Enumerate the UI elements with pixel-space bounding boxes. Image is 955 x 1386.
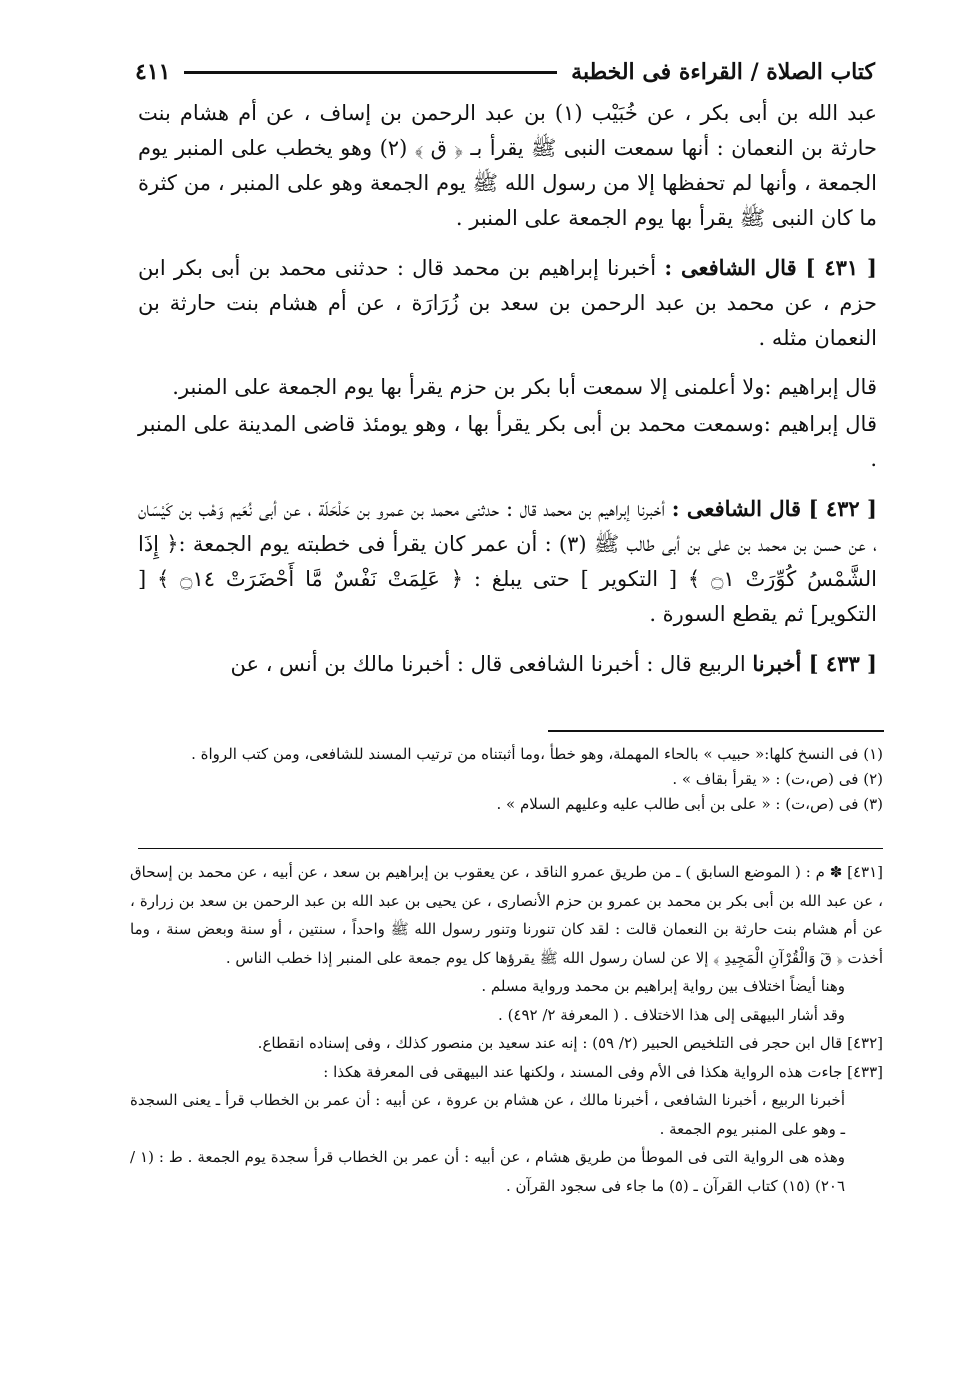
takhrij-notes (130, 858, 883, 1200)
hadith-text-432: أخبرنا إبراهيم بن محمد قال : حدثنى محمد بن عمرو بن حَلْحَلَة ، عن أبى نُعَيم وَهْب بن كَيْسَان ، عن حسن بن محمد بن على بن أبى طالب ﷺ (٣) : أن عمر كان يقرأ فى خطبته يوم الجمعة :﴿ إِذَا الشَّمْسُ كُوِّرَتْ ۝١ ﴾ [ التكوير ] حتى يبلغ : ﴿ عَلِمَتْ نَفْسٌ مَّا أَحْضَرَتْ ۝١٤ ﴾ [ التكوير] ثم يقطع السورة . (138, 497, 877, 626)
footnote-rule (548, 730, 884, 732)
page-header (135, 52, 875, 92)
note-432: [٤٣٢] قال ابن حجر فى التلخيص الحبير (٢/ ٥٩) : إنه عند سعيد بن منصور كذلك ، وفى إسناده انقطاع. (257, 1034, 883, 1052)
paragraph-433 (138, 646, 877, 682)
hadith-text-431: أخبرنا إبراهيم بن محمد قال : حدثنى محمد بن أبى بكر ابن حزم ، عن محمد بن عبد الرحمن بن سعد بن زُرَارَة ، عن أم هشام بنت حارثة بن النعمان مثله . (138, 256, 877, 350)
footnote-2: (٢) فى (ص،ت) : « يقرأ بقاف » . (672, 770, 883, 788)
note-431: [٤٣١] ✽ م : ( الموضع السابق ) ـ من طريق عمرو الناقد ، عن يعقوب بن إبراهيم بن سعد ، عن أبيه ، عن محمد بن إسحاق ، عن عبد الله بن أبى بكر بن محمد بن عمرو بن حزم الأنصارى ، عن يحيى بن عبد الله بن عبد الرحمن بن سعد بن زرارة ، عن أم هشام بنت حارثة بن النعمان قالت : لقد كان تنورنا وتنور رسول الله ﷺ واحداً ، سنتين ، أو سنة وبعض سنة ، وما أخذت ﴿ قٓ وَالْقُرْآنِ الْمَجِيدِ ﴾ إلا عن لسان رسول الله ﷺ يقرؤها كل يوم جمعة على المنبر إذا خطب الناس . (130, 863, 883, 967)
paragraph-431 (138, 250, 877, 356)
hadith-number-432: [ ٤٣٢ ] قال الشافعى : (671, 496, 877, 521)
note-433-muwatta: وهذه هى الرواية التى فى الموطأ من طريق هشام ، عن أبيه : أن عمر بن الخطاب قرأ سجدة يوم الجمعة . ط : (١ / ٢٠٦) (١٥) كتاب القرآن ـ (٥) ما جاء فى سجود القرآن . (130, 1148, 845, 1195)
paragraph-ibrahim-2: قال إبراهيم :وسمعت محمد بن أبى بكر يقرأ بها ، وهو يومئذ قاضى المدينة على المنبر . (138, 412, 877, 471)
hadith-text-433: الربيع قال : أخبرنا الشافعى قال : أخبرنا مالك بن أنس ، عن (230, 652, 746, 676)
note-431-reference: وقد أشار البيهقى إلى هذا الاختلاف . ( المعرفة ٢/ ٤٩٢) . (498, 1005, 845, 1024)
apparatus-rule (138, 848, 883, 849)
running-title: كتاب الصلاة / القراءة فى الخطبة (571, 59, 875, 85)
footnote-1: (١) فى النسخ كلها:« حبيب » بالحاء المهملة، وهو خطأ ،وما أثبتناه من ترتيب المسند للشافعى، ومن كتب الرواة . (191, 745, 883, 763)
note-433-narration: أخبرنا الربيع ، أخبرنا الشافعى ، أخبرنا مالك ، عن هشام بن عروة ، عن أبيه : أن عمر بن الخطاب قرأ ـ يعنى السجدة ـ وهو على المنبر يوم الجمعة . (130, 1091, 845, 1138)
hadith-number-431: [ ٤٣١ ] قال الشافعى : (664, 255, 877, 280)
footnotes (138, 742, 883, 817)
note-431-remark: وهنا أيضاً اختلاف بين رواية إبراهيم بن محمد ورواية مسلم . (481, 977, 845, 995)
paragraph-ibrahim-1: قال إبراهيم :ولا أعلمنى إلا سمعت أبا بكر بن حزم يقرأ بها يوم الجمعة على المنبر. (172, 375, 877, 399)
page-number: ٤١١ (135, 59, 171, 85)
note-433: [٤٣٣] جاءت هذه الرواية هكذا فى الأم وفى المسند ، ولكنها عند البيهقى فى المعرفة هكذا : (323, 1062, 883, 1081)
paragraph-1: عبد الله بن أبى بكر ، عن خُبَيْب (١) بن عبد الرحمن بن إساف ، عن أم هشام بنت حارثة بن النعمان : أنها سمعت النبى ﷺ يقرأ بـ ﴿ ق ﴾ (٢) وهو يخطب على المنبر يوم الجمعة ، وأنها لم تحفظها إلا من رسول الله ﷺ يوم الجمعة وهو على المنبر ، من كثرة ما كان النبى ﷺ يقرأ بها يوم الجمعة على المنبر . (138, 101, 877, 230)
main-text (138, 96, 877, 696)
hadith-number-433: [ ٤٣٣ ] أخبرنا (752, 651, 877, 676)
footnote-3: (٣) فى (ص،ت) : « على بن أبى طالب عليه وعليهم السلام » . (496, 795, 883, 813)
header-rule (184, 71, 557, 74)
paragraph-432 (138, 491, 877, 632)
